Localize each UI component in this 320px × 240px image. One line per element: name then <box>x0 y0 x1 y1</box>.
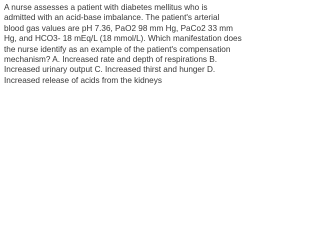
question-line: blood gas values are pH 7.36, PaO2 98 mm Hg, PaCo2 33 mm <box>4 23 233 33</box>
question-line: Increased release of acids from the kidneys <box>4 75 162 85</box>
question-line: A nurse assesses a patient with diabetes mellitus who is <box>4 3 208 12</box>
question-text <box>4 3 242 86</box>
question-line: the nurse identify as an example of the patient's compensation <box>4 44 231 54</box>
question-line: Increased urinary output C. Increased thirst and hunger D. <box>4 65 216 75</box>
question-line: admitted with an acid-base imbalance. The patient's arterial <box>4 13 220 23</box>
question-line: Hg, and HCO3- 18 mEq/L (18 mmol/L). Which manifestation does <box>4 34 242 44</box>
question-line: mechanism? A. Increased rate and depth of respirations B. <box>4 55 217 65</box>
